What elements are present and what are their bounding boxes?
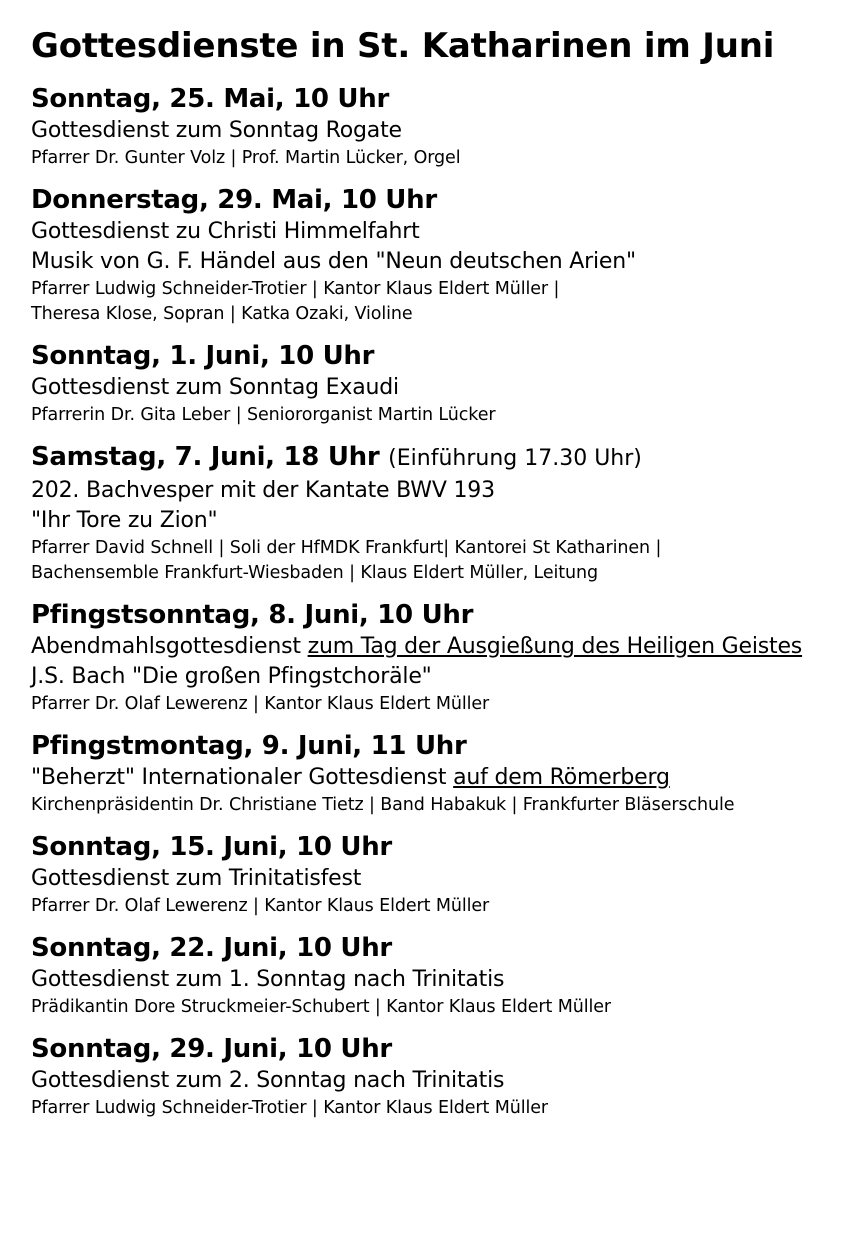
- event-list: [31, 82, 842, 1121]
- event-description-text: "Ihr Tore zu Zion": [31, 508, 218, 533]
- event-heading: [31, 339, 842, 373]
- event-heading: [31, 830, 842, 864]
- event-description: [31, 965, 842, 995]
- event-heading: [31, 1032, 842, 1066]
- event-credits: Pfarrer Ludwig Schneider-Trotier | Kantor Klaus Eldert Müller: [31, 1098, 549, 1118]
- event-date-time: Sonntag, 15. Juni, 10 Uhr: [31, 832, 392, 862]
- event-credits: Prädikantin Dore Struckmeier-Schubert | Kantor Klaus Eldert Müller: [31, 997, 612, 1017]
- event-credits: Bachensemble Frankfurt-Wiesbaden | Klaus Eldert Müller, Leitung: [31, 563, 599, 583]
- event-heading: [31, 82, 842, 116]
- event-item: [31, 339, 842, 428]
- event-description: [31, 217, 842, 247]
- event-date-time: Samstag, 7. Juni, 18 Uhr: [31, 442, 380, 472]
- event-description-text: 202. Bachvesper mit der Kantate BWV 193: [31, 478, 495, 503]
- event-description: [31, 116, 842, 146]
- event-credits: Pfarrer Dr. Gunter Volz | Prof. Martin Lücker, Orgel: [31, 148, 461, 168]
- event-date-time: Sonntag, 25. Mai, 10 Uhr: [31, 84, 389, 114]
- event-date-time: Pfingstsonntag, 8. Juni, 10 Uhr: [31, 600, 474, 630]
- event-description-text: Gottesdienst zu Christi Himmelfahrt: [31, 219, 420, 244]
- event-description-text: Gottesdienst zum 2. Sonntag nach Trinitatis: [31, 1068, 505, 1093]
- event-credits: Pfarrer Dr. Olaf Lewerenz | Kantor Klaus Eldert Müller: [31, 694, 490, 714]
- event-item: [31, 82, 842, 171]
- event-date-time: Sonntag, 22. Juni, 10 Uhr: [31, 933, 392, 963]
- event-heading-note: (Einführung 17.30 Uhr): [388, 446, 642, 471]
- event-credits: Pfarrer Dr. Olaf Lewerenz | Kantor Klaus Eldert Müller: [31, 896, 490, 916]
- event-item: [31, 1032, 842, 1121]
- page-title: Gottesdienste in St. Katharinen im Juni: [31, 26, 775, 66]
- event-date-time: Sonntag, 29. Juni, 10 Uhr: [31, 1034, 392, 1064]
- event-description-text: Gottesdienst zum Trinitatisfest: [31, 866, 362, 891]
- event-credits: Kirchenpräsidentin Dr. Christiane Tietz | Band Habakuk | Frankfurter Bläserschule: [31, 795, 735, 815]
- event-credits: Pfarrerin Dr. Gita Leber | Seniororganist Martin Lücker: [31, 405, 496, 425]
- event-item: [31, 440, 842, 586]
- event-item: [31, 598, 842, 717]
- event-description-text: Musik von G. F. Händel aus den "Neun deutschen Arien": [31, 249, 636, 274]
- event-credits: Pfarrer Ludwig Schneider-Trotier | Kantor Klaus Eldert Müller |: [31, 279, 560, 299]
- event-description-link[interactable]: zum Tag der Ausgießung des Heiligen Geistes: [307, 634, 803, 659]
- event-item: [31, 931, 842, 1020]
- event-item: [31, 183, 842, 327]
- event-description: [31, 247, 842, 277]
- event-description: [31, 1066, 842, 1096]
- event-date-time: Pfingstmontag, 9. Juni, 11 Uhr: [31, 731, 467, 761]
- event-date-time: Sonntag, 1. Juni, 10 Uhr: [31, 341, 375, 371]
- event-description-text: Gottesdienst zum Sonntag Rogate: [31, 118, 402, 143]
- event-item: [31, 830, 842, 919]
- event-description-link[interactable]: auf dem Römerberg: [453, 765, 670, 790]
- event-credits: Theresa Klose, Sopran | Katka Ozaki, Violine: [31, 304, 413, 324]
- event-heading: [31, 931, 842, 965]
- event-description: [31, 763, 842, 793]
- event-date-time: Donnerstag, 29. Mai, 10 Uhr: [31, 185, 437, 215]
- event-description-text: "Beherzt" Internationaler Gottesdienst: [31, 765, 447, 790]
- event-item: [31, 729, 842, 818]
- event-description: [31, 476, 842, 506]
- event-description-text: Abendmahlsgottesdienst: [31, 634, 301, 659]
- event-heading: [31, 729, 842, 763]
- event-heading: [31, 598, 842, 632]
- event-heading: [31, 440, 842, 476]
- event-description: [31, 864, 842, 894]
- event-description: [31, 662, 842, 692]
- event-description: [31, 506, 842, 536]
- event-description-text: Gottesdienst zum Sonntag Exaudi: [31, 375, 399, 400]
- event-credits: Pfarrer David Schnell | Soli der HfMDK Frankfurt| Kantorei St Katharinen |: [31, 538, 662, 558]
- event-description-text: Gottesdienst zum 1. Sonntag nach Trinitatis: [31, 967, 505, 992]
- event-heading: [31, 183, 842, 217]
- event-description: [31, 373, 842, 403]
- event-description: [31, 632, 842, 662]
- event-description-text: J.S. Bach "Die großen Pfingstchoräle": [31, 664, 432, 689]
